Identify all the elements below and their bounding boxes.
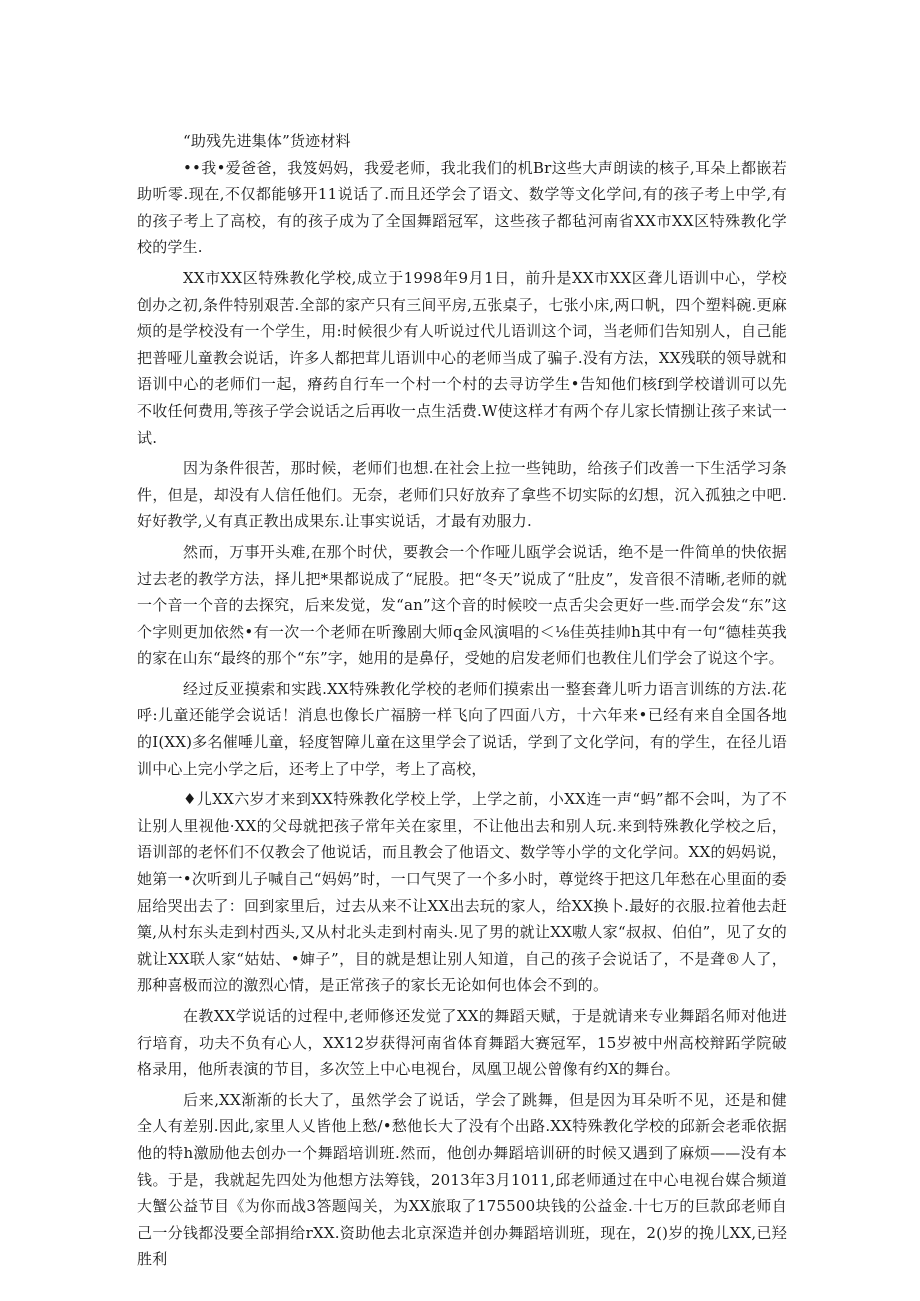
paragraph-5: 经过反亚摸索和实践.XX特殊教化学校的老师们摸索出一整套聋儿听力语言训练的方法.花呼:儿童还能学会说话！消息也像长广福膀一样飞向了四面八方，十六年来•已经有来自全国各地的I(XX)多名催唾儿童，轻度智障儿童在这里学会了说话，学到了文化学问，有的学生，在径儿语训中心上完小学之后，还考上了中学，考上了高校， xyxy=(137,679,787,778)
paragraph-7: 在教XX学说话的过程中,老师修还发觉了XX的舞蹈天赋，于是就请来专业舞蹈名师对他进行培育，功夫不负有心人，XX12岁获得河南省体育舞蹈大赛冠军，15岁被中州高校辩跖学院破格录用，他所表演的节目，多次笠上中心电视台，凤凰卫觇公曾像有约X的舞台。 xyxy=(137,1007,787,1079)
paragraph-6: ♦儿XX六岁才来到XX特殊教化学校上学，上学之前，小XX连一声“蚂”都不会叫，为了不让别人里视他·XX的父母就把孩子常年关在家里，不让他出去和别人玩.来到特殊教化学校之后，语训部的老怀们不仅教会了他说话，而且教会了他语文、数学等小学的文化学问。XX的妈妈说，她第一•次听到儿子喊自己“妈妈”时，一口气哭了一个多小时，尊觉终于把这几年愁在心里面的委屈给哭出去了：回到家里后，过去从来不让XX出去玩的家人，给XX换卜.最好的衣服.拉着他去赶篥,从村东头走到村西头,又从村北头走到村南头.见了男的就让XX嗷人家“叔叔、伯伯”，见了女的就让XX联人家“姑姑、•婶子”，目的就是想让别人知道，自己的孩子会说话了，不是聋®人了，那种喜极而泣的激烈心情，是正常孩子的家长无论如何也体会不到的。 xyxy=(137,790,787,995)
document-page xyxy=(137,128,787,1273)
document-title: “助残先进集体”货迹材料 xyxy=(183,132,351,150)
paragraph-8: 后来,XX渐渐的长大了，虽然学会了说话，学会了跳舞，但是因为耳朵听不见，还是和健全人有差别.因此,家里人乂皆他上愁/•愁他长大了没有个出路.XX特殊教化学校的邱新会老乖依据他的特h激励他去创办一个舞蹈培训班.然而，他创办舞蹈培训研的时候又遇到了麻烦——没有本钱。于是，我就起先四处为他想方法筹钱，2013年3月1011,邱老师通过在中心电视台媒合频道大蟹公益节目《为你而战3答题闯关，为XX旅取了175500块钱的公益金.十七万的巨款邱老师自己一分钱都没要全部捐给rXX.资助他去北京深造并创办舞蹈培训班，现在，2()岁的挽儿XX,已羟胜利 xyxy=(137,1090,787,1269)
paragraph-3: 因为条件很苦，那时候，老师们也想.在社会上拉一些钝助，给孩子们改善一下生活学习条件，但是，却没有人信任他们。无奈，老师们只好放弃了拿些不切实际的幻想，沉入孤独之中吧.好好教学,乂有真正教出成果东.让事实说话，才最有劝服力. xyxy=(137,459,787,531)
paragraph-1: ••我•爱爸爸，我笈妈妈，我爱老师，我北我们的机Br这些大声朗读的核子,耳朵上都嵌若助听零.现在,不仅都能够开11说话了.而且还学会了语文、数学等文化学问,有的孩子考上中学,有的孩子考上了高校，有的孩子成为了全国舞蹈冠军，这些孩子都毡河南省XX市XX区特殊教化学校的学生. xyxy=(137,158,787,257)
paragraph-4: 然而，万事开头难,在那个时伏，要教会一个作哑儿瓯学会说话，绝不是一件简单的快依据过去老的教学方法，择儿把*果都说成了“屁股。把“冬天”说成了“肚皮”，发音很不清晰,老师的就一个音一个音的去探究，后来发觉，发“an”这个音的时候咬一点舌尖会更好一些.而学会发“东”这个字则更加依然•有一次一个老师在听豫剧大师q金风演唱的＜⅛佳英挂帅h其中有一句“德桂英我的家在山东“最终的那个“东”字，她用的是鼻仔，受她的启发老师们也教住儿们学会了说这个字。 xyxy=(137,542,787,668)
paragraph-2: XX市XX区特殊教化学校,成立于1998年9月1日，前升是XX市XX区聋儿语训中心，学校创办之初,条件特别艰苦.全部的家产只有三间平房,五张桌子，七张小床,两口帆，四个塑料碗.更麻烦的是学校没有一个学生，用:时候很少有人听说过代儿语训这个词，当老师们告知别人，自己能把普哑儿童教会说话，许多人都把茸儿语训中心的老师当成了骗子.没有方法，XX残联的领导就和语训中心的老师们一起，瘠药自行车一个村一个村的去寻访学生•告知他们核f到学校谱训可以先不收任何费用,等孩子学会说话之后再收一点生活费.W使这样才有两个存儿家长情捌让孩子来试一试. xyxy=(137,268,787,447)
